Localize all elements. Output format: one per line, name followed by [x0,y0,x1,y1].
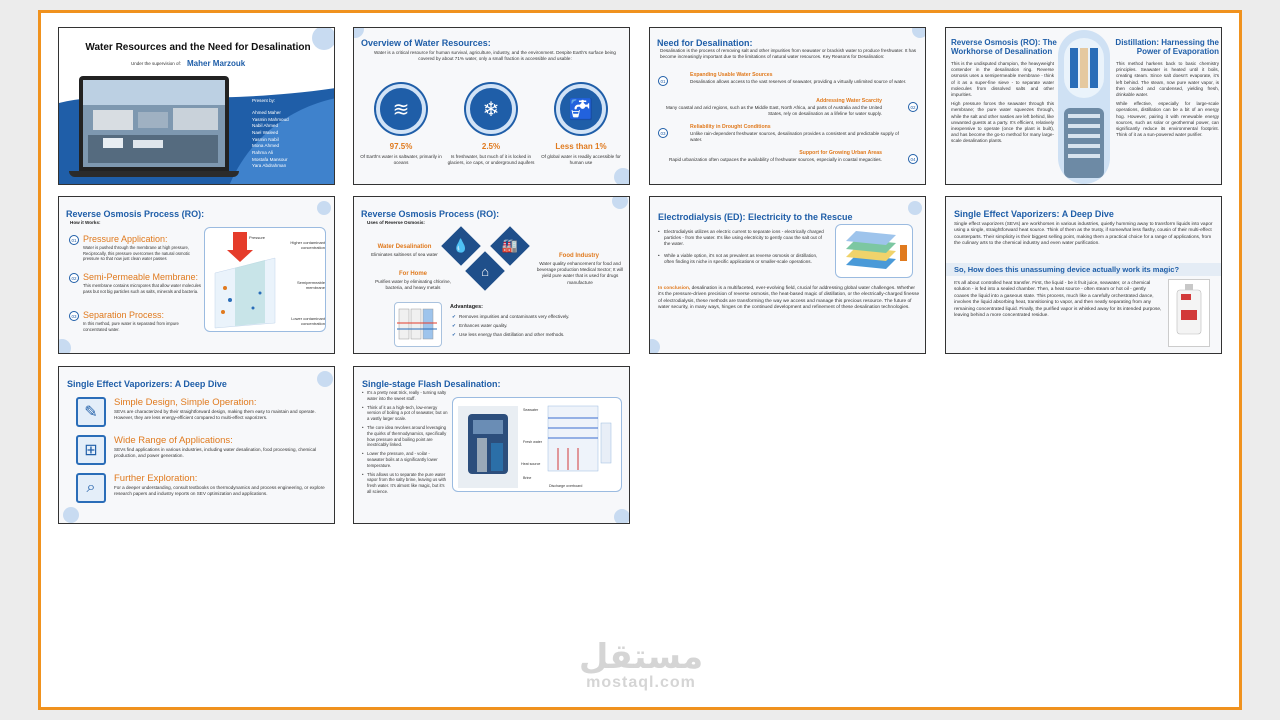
decor-dot [63,507,79,523]
water-drops-icon: 💧 [441,226,481,266]
stat-value: Less than 1% [555,142,607,151]
flash-desalination-diagram [452,397,622,492]
slide-1-title: Water Resources and the Need for Desalination [85,42,311,53]
slide-6[interactable] [353,196,630,354]
member-name: Mona Ahmed [252,143,280,149]
slide-5[interactable] [58,196,335,354]
bullet-item [362,390,448,402]
slide-4-title-right: Distillation: Harnessing the Power of Evaporation [1115,38,1219,56]
step-number-badge: 02 [69,273,79,283]
diagram-label: Heat source [521,462,541,466]
conclusion-lead: In conclusion, [658,286,691,291]
watermark [556,637,726,692]
decor-dot [614,168,630,185]
advantage-item [452,332,622,338]
supervision-label: Under the supervision of: [131,61,182,66]
use-heading: Food Industry [559,253,599,259]
bullet-text: Electrodialysis utilizes an electric current to separate ions - electrically charged particles - from the water. It's like using electricity to gently coax the salt out of the water. [664,229,824,247]
diagram-label: Discharge overboard [549,484,583,488]
slide-8-body: It's all about controlled heat transfer. First, the liquid - be it fruit juice, seawater, or a chemical solution - is fed into a sealed chamber. Then, a heat source - often steam or hot oil - gently coaxes the liquid into a gaseous state. This process, much like a carefully orchestrated dance, involves the liquid absorbing heat, transitioning to vapor, and then neatly separating from any remaining concentrated liquid. Finally, the purified vapor is whisked away for its intended purpose, leaving behind a more concentrated residue. [954,281,1162,319]
slide-3-title: Need for Desalination: [657,38,753,48]
advantage-text: Removes impurities and contaminants very effectively. [459,314,570,319]
ro-filter-image [394,302,442,347]
item-body: Desalination allows access to the vast reserves of seawater, providing a virtually unlimited source of water. [690,79,907,84]
decor-dot [908,201,922,215]
conclusion-text [658,286,920,312]
member-name: Ahmed Maher [252,110,281,115]
advantage-text: Use less energy than distillation and other methods. [459,332,565,338]
watermark-latin: mostaql.com [586,674,696,691]
member-name: Yasmin Nabil [252,136,279,142]
diagram-label: Pressure [249,235,266,240]
bullet-icon: • [658,252,660,258]
slide-3-intro: Desalination is the process of removing salt and other impurities from seawater or brackish water to produce freshwater. It has become increasingly important due to the limitations of natural water resources. Key Reasons for Desalination: [660,48,917,60]
item-body: Rapid urbanization often outpaces the availability of freshwater sources, especially in coastal megacities. [669,157,882,162]
step-body: In this method, pure water is separated from impure concentrated water. [83,321,179,332]
bullet-icon: • [362,390,364,395]
step-heading: Semi-Permeable Membrane: [83,272,199,282]
bullet-item [362,451,448,468]
laptop-base [69,171,239,177]
bullet-text: While a viable option, it's not as prevalent as reverse osmosis or distillation, often finding its niche in specific applications or smaller-scale operations. [664,252,818,264]
step-body: This membrane contains micropores that allow water molecules pass but not big particles such as salts, minerals and bacteria. [83,283,201,294]
diagram-label: Semipermeable membrane [296,280,325,291]
brush-icon: ✎ [76,397,106,427]
distillation-paragraph: This method harkens back to basic chemistry principles. Seawater is heated until it boils, creating steam. Since salt doesn't evaporate, it's left behind. The steam, now pure water vapor, is then cooled and condensed, yielding fresh, drinkable water. [1116,61,1219,97]
bullet-icon: • [362,451,364,457]
slide-8[interactable] [945,196,1222,354]
decor-dot [317,371,333,387]
bullet-text: Lower the pressure, and - voila! - seawater boils at a significantly lower temperature. [367,451,438,468]
slide-2[interactable] [353,27,630,185]
slide-4[interactable] [945,27,1222,185]
item-body: SEVs find applications in various industries, including water desalination, food processing, chemical production, and power generation. [114,447,317,459]
check-icon: ✔ [452,332,456,338]
bullet-icon: • [362,404,364,410]
water-waves-icon: ≋ [376,84,426,134]
vaporizer-image [1168,279,1210,347]
ro-paragraph: High pressure forces the seawater through this membrane; the pure water squeezes through, while the salt and other nasties are left behind, like unwanted guests at a party. It's efficient, relatively inexpensive to operate (once the plant is built), and has become the go-to method for many large-scale desalination plants. [951,101,1054,144]
ro-system-image [1058,30,1110,184]
decor-dot [612,196,628,209]
bullet-item [362,425,448,448]
item-body: For a deeper understanding, consult textbooks on thermodynamics and process engineering, or explore research papers and industry reports on SEV optimization and applications. [114,485,325,497]
presented-by-label: Present by: [252,98,276,103]
stat-value: 97.5% [389,142,413,151]
decor-dot [317,201,331,215]
bullet-item [658,229,828,248]
slide-1[interactable] [58,27,335,185]
bullet-item [658,253,828,265]
bullet-text: The core idea revolves around leveraging the quirks of thermodynamics, specifically how pressure and boiling point are inextricably linked. [367,424,447,448]
watermark-arabic: مستقل [578,637,704,677]
item-number-badge: 03 [658,128,668,138]
distillation-paragraph: While effective, especially for large-scale operations, distillation can be a bit of an energy hog. However, pairing it with renewable energy sources, such as solar or geothermal power, can significantly reduce its environmental footprint. Think of it as a sun-powered water purifier. [1116,101,1219,138]
slide-4-title-left: Reverse Osmosis (RO): The Workhorse of Desalination [951,38,1057,56]
factory-icon: 🏭 [490,226,530,266]
slide-3[interactable] [649,27,926,185]
slide-2-title: Overview of Water Resources: [361,38,491,48]
bullet-text: This allows us to separate the pure water vapor from the salty brine, leaving us with fresh water. It's almost like magic, but it's all science. [367,471,447,494]
slide-10-title: Single-stage Flash Desalination: [362,379,501,389]
decor-dot [614,509,630,524]
slide-10[interactable] [353,366,630,524]
bullet-text: Think of it as a high-tech, low-energy version of boiling a pot of seawater, but on a vastly larger scale. [367,404,448,422]
member-name: Rahma Ali [252,149,273,155]
item-number-badge: 01 [658,76,668,86]
diagram-label: Lower contaminant concentration [291,316,325,327]
decor-dot [58,339,71,354]
advantage-item [452,314,622,320]
use-body: Water quality enhancement for food and beverage production Medical Sector; It will yield pure water that is used for drugs manufacture [536,261,624,285]
slide-2-intro: Water is a critical resource for human survival, agriculture, industry, and the environment. Despite Earth's surface being covered by about 71% water, only a small fraction is accessible and usable: [374,50,616,62]
diagram-label: Seawater [523,408,539,412]
item-heading: Addressing Water Scarcity [816,98,882,104]
member-name: Mostafa Mansour [252,156,288,162]
member-name: Yara Abdrahman [252,163,287,169]
check-icon: ✔ [452,323,456,329]
item-number-badge: 04 [908,154,918,164]
item-heading: Further Exploration: [114,473,198,484]
slide-7-title: Electrodialysis (ED): Electricity to the Rescue [658,212,853,222]
faucet-icon: 🚰 [556,84,606,134]
item-heading: Reliability in Drought Conditions [690,124,771,130]
slide-9[interactable] [58,366,335,524]
advantage-text: Enhances water quality. [459,323,508,329]
use-body: Purifies water by eliminating chlorine, bacteria, and heavy metals [375,279,451,291]
diagram-label: Higher contaminant concentration [290,240,325,251]
ro-paragraph: This is the undisputed champion, the heavyweight contender in the desalination ring. Reverse osmosis uses a semipermeable membrane - think of it as a super-fine sieve - to separate water molecules from dissolved salts and other impurities. [951,61,1054,97]
bullet-item [362,405,448,422]
diagram-label: Fresh water [523,440,542,444]
item-body: SEVs are characterized by their straightforward design, making them easy to maintain and operate. However, they are less energy-efficient compared to multi-effect vaporizers. [114,409,316,421]
use-body: Eliminates saltiness of sea water [371,252,438,257]
item-heading: Support for Growing Urban Areas [799,150,882,156]
slide-8-question: So, How does this unassuming device actually work its magic? [954,265,1180,274]
item-heading: Simple Design, Simple Operation: [114,397,257,408]
step-heading: Pressure Application: [83,234,168,244]
bullet-icon: • [658,229,660,234]
supervisor-name: Maher Marzouk [187,59,246,68]
member-name: Yasmin Mahmoud [252,116,289,122]
check-icon: ✔ [452,314,456,319]
item-heading: Expanding Usable Water Sources [690,72,773,78]
laptop-image [79,76,229,171]
decor-dot [353,27,364,38]
slide-7[interactable] [649,196,926,354]
stat-caption: Of global water is readily accessible for human use [541,154,621,166]
bullet-text: It's a pretty neat trick, really - turning salty water into the sweet stuff. [367,390,447,401]
stat-caption: Is freshwater, but much of it is locked in glaciers, ice caps, or underground aquifers [447,154,535,166]
item-body: Many coastal and arid regions, such as the Middle East, North Africa, and parts of Australia and the United States, rely on desalination as a lifeline for water supply. [665,105,882,117]
magnifier-icon: ⌕ [76,473,106,503]
electrodialysis-image [835,224,913,278]
item-number-badge: 02 [908,102,918,112]
slide-8-intro: Single effect vaporizers (SEVs) are workhorses in various industries, quietly humming away to transform liquids into vapor using a single, straightforward heat source. Think of them as the trusty, if somewhat less flashy, cousin of their multi-effect counterparts. Their simplicity is their biggest selling point, making them a practical choice for a range of applications, from the culinary arts to the chemical industry and even water purification. [954,222,1213,247]
step-number-badge: 03 [69,311,79,321]
conclusion-body: desalination is a multifaceted, ever-evolving field, crucial for addressing global water challenges. Whether it's the pressure-driven precision of reverse osmosis, the heat-based magic of distillation, or the electrically-charged finesse of electrodialysis, these methods are transforming the way we access and manage this precious resource. The future of water security, in many ways, hinges on the continued development and refinement of these desalination technologies. [658,286,920,311]
bullet-item [362,472,448,495]
slide-8-title: Single Effect Vaporizers: A Deep Dive [954,209,1114,219]
glacier-icon: ❄ [466,84,516,134]
slide-6-title: Reverse Osmosis Process (RO): [361,209,500,219]
use-heading: For Home [398,271,427,277]
step-body: Water is pushed through the membrane at high pressure, Reciprocally, this pressure overcomes the natural osmotic pressure so that now just clean water passes [83,245,190,262]
member-name: Nabil Ahmed [252,123,279,129]
step-number-badge: 01 [69,235,79,245]
stat-caption: Of Earth's water is saltwater, primarily in oceans [360,154,442,166]
member-list [252,110,289,170]
hierarchy-icon: ⊞ [76,435,106,465]
ro-membrane-diagram [204,227,326,332]
step-heading: Separation Process: [83,310,165,320]
slide-5-sub: How it Works: [70,220,101,225]
bullet-icon: • [362,471,364,477]
advantages-title: Advantages: [450,304,484,310]
diagram-label: Brine [523,476,532,480]
home-icon: ⌂ [465,251,505,291]
item-heading: Wide Range of Applications: [114,435,233,446]
stat-value: 2.5% [481,142,501,151]
bullet-icon: • [362,424,364,430]
advantage-item [452,323,622,329]
slide-5-title: Reverse Osmosis Process (RO): [66,209,205,219]
decor-dot [649,339,660,354]
use-heading: Water Desalination [377,244,432,250]
item-body: Unlike rain-dependent freshwater sources, desalination provides a consistent and predictable supply of water. [690,131,899,143]
slide-9-title: Single Effect Vaporizers: A Deep Dive [67,379,227,389]
decor-dot [912,27,926,38]
slide-6-sub: Uses of Reverse Osmosis: [367,220,425,225]
member-name: Nael Waleed [252,129,279,135]
